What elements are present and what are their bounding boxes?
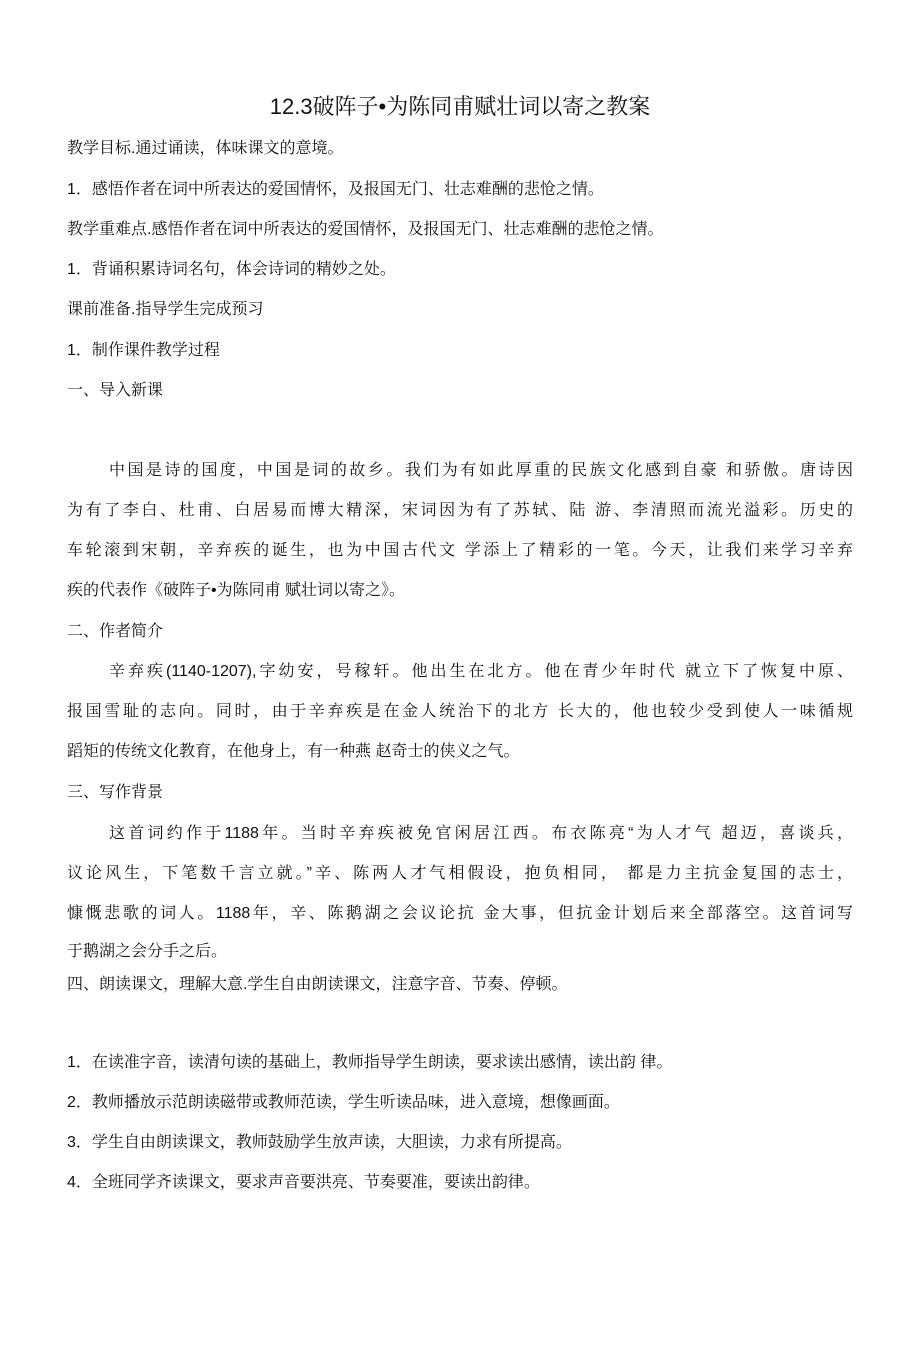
section-4-item: 2．教师播放示范朗读磁带或教师范读，学生听读品味，进入意境，想像画面。 xyxy=(67,1094,620,1111)
section-4-heading: 四、朗读课文，理解大意.学生自由朗读课文，注意字音、节奏、停顿。 xyxy=(67,976,568,993)
section-1-paragraph-line: 中国是诗的国度，中国是词的故乡。我们为有如此厚重的民族文化感到自豪 和骄傲。唐诗因 xyxy=(109,462,853,479)
section-2-paragraph-line: 辛弃疾(1140-1207),字幼安，号稼轩。他出生在北方。他在青少年时代 就立下了恢复中原、 xyxy=(109,663,853,680)
teaching-goal: 教学目标.通过诵读，体味课文的意境。 xyxy=(67,140,344,157)
section-1-paragraph-line: 为有了李白、杜甫、白居易而博大精深，宋词因为有了苏轼、陆 游、李清照而流光溢彩。历史的 xyxy=(67,502,853,519)
section-3-heading: 三、写作背景 xyxy=(67,784,164,801)
preparation-item-1: 1．制作课件教学过程 xyxy=(67,342,220,359)
key-points: 教学重难点.感悟作者在词中所表达的爱国情怀，及报国无门、壮志难酬的悲怆之情。 xyxy=(67,221,664,238)
teaching-goal-item-1: 1．感悟作者在词中所表达的爱国情怀，及报国无门、壮志难酬的悲怆之情。 xyxy=(67,181,604,198)
section-4-item: 3．学生自由朗读课文，教师鼓励学生放声读，大胆读，力求有所提高。 xyxy=(67,1134,572,1151)
section-1-paragraph-line: 疾的代表作《破阵子•为陈同甫 赋壮词以寄之》。 xyxy=(67,582,406,599)
preparation: 课前准备.指导学生完成预习 xyxy=(67,301,264,318)
section-2-paragraph-line: 蹈矩的传统文化教育，在他身上，有一种燕 赵奇士的侠义之气。 xyxy=(67,743,520,760)
section-2-paragraph-line: 报国雪耻的志向。同时，由于辛弃疾是在金人统治下的北方 长大的，他也较少受到使人一味循规 xyxy=(67,703,853,720)
section-4-item: 1．在读准字音，读清句读的基础上，教师指导学生朗读，要求读出感情，读出韵 律。 xyxy=(67,1054,673,1071)
section-3-paragraph-line: 于鹅湖之会分手之后。 xyxy=(67,943,228,960)
key-points-item-1: 1．背诵积累诗词名句，体会诗词的精妙之处。 xyxy=(67,261,396,278)
section-1-paragraph-line: 车轮滚到宋朝，辛弃疾的诞生，也为中国古代文 学添上了精彩的一笔。今天，让我们来学习辛弃 xyxy=(67,542,853,559)
section-3-paragraph-line: 议论风生，下笔数千言立就。”辛、陈两人才气相假设，抱负相同， 都是力主抗金复国的志士， xyxy=(67,865,853,882)
section-2-heading: 二、作者简介 xyxy=(67,623,164,640)
section-3-paragraph-line: 这首词约作于1188年。当时辛弃疾被免官闲居江西。布衣陈亮“为人才气 超迈，喜谈兵， xyxy=(109,825,853,842)
section-3-paragraph-line: 慷慨悲歌的词人。1188年，辛、陈鹅湖之会议论抗 金大事，但抗金计划后来全部落空。这首词写 xyxy=(67,905,853,922)
section-1-heading: 一、导入新课 xyxy=(67,382,164,399)
document-title: 12.3破阵子•为陈同甫赋壮词以寄之教案 xyxy=(269,94,651,119)
section-4-item: 4．全班同学齐读课文，要求声音要洪亮、节奏要准，要读出韵律。 xyxy=(67,1174,540,1191)
